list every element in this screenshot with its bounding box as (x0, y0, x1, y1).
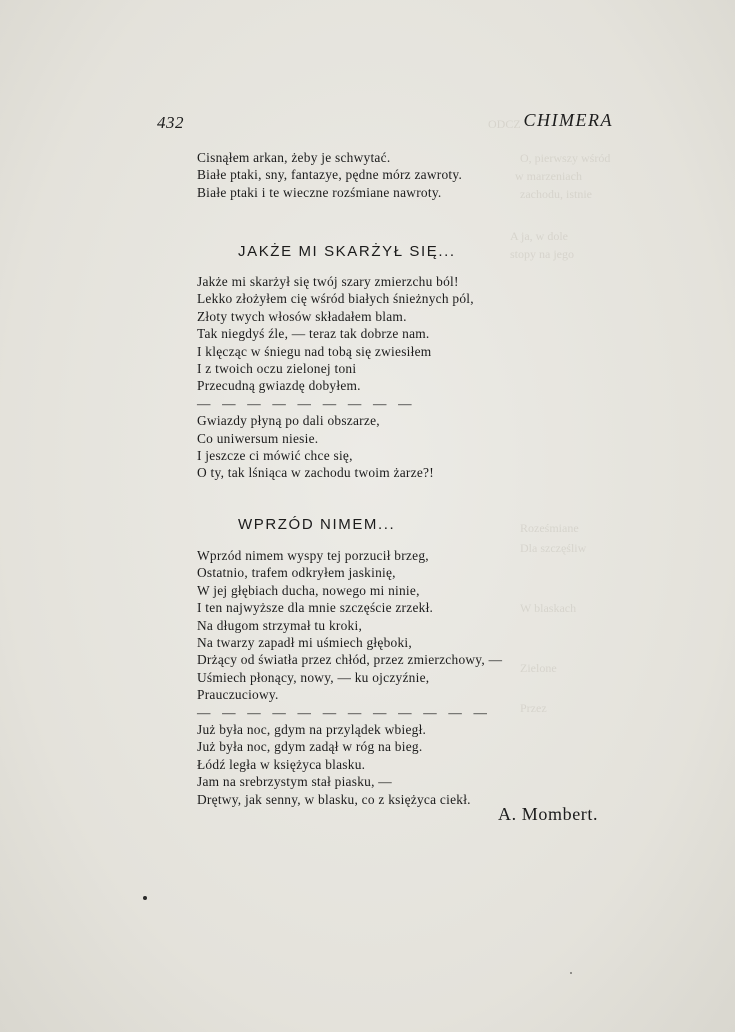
verse-line: Drżący od światła przez chłód, przez zmierzchowy, — (197, 652, 503, 668)
verse-line: Uśmiech płonący, nowy, — ku ojczyźnie, (197, 669, 430, 685)
verse-line: Cisnąłem arkan, żeby je schwytać. (197, 150, 391, 165)
verse-line: Łódź legła w księżyca blasku. (197, 756, 366, 772)
bleed-through-text: stopy na jego (510, 247, 574, 261)
verse-line: Lekko złożyłem cię wśród białych śnieżnych pól, (197, 291, 474, 307)
verse-line: Na twarzy zapadł mi uśmiech głęboki, (197, 635, 412, 651)
verse-line: I ten najwyższe dla mnie szczęście zrzekł. (197, 600, 434, 616)
verse-line: Przecudną gwiazdę dobyłem. (197, 378, 361, 394)
verse-line: Jam na srebrzystym stał piasku, — (197, 774, 392, 790)
bleed-through-text: A ja, w dole (510, 229, 568, 243)
verse-line: Już była noc, gdym zadął w róg na bieg. (197, 739, 423, 755)
verse-line: W jej głębiach ducha, nowego mi ninie, (197, 582, 420, 598)
poem-stanza (197, 547, 617, 808)
opening-stanza (197, 149, 617, 201)
dash-separator: — — — — — — — — — — — — (197, 704, 492, 720)
verse-line: Na długom strzymał tu kroki, (197, 617, 363, 633)
verse-line: I jeszcze ci mówić chce się, (197, 448, 353, 464)
bleed-through-text: Zielone (520, 661, 557, 675)
verse-line: Ostatnio, trafem odkryłem jaskinię, (197, 565, 396, 581)
verse-line: Co uniwersum niesie. (197, 430, 319, 446)
bleed-through-text: W blaskach (520, 601, 577, 615)
verse-line: Gwiazdy płyną po dali obszarze, (197, 413, 380, 429)
ink-speck (570, 972, 572, 974)
bleed-through-text: O, pierwszy wśród (520, 151, 611, 165)
poem-title: JAKŻE MI SKARŻYŁ SIĘ... (238, 243, 456, 260)
bleed-through-text: ODCZ (440, 117, 521, 131)
verse-line: Białe ptaki, sny, fantazye, pędne mórz zawroty. (197, 167, 463, 183)
bleed-through-text: w marzeniach (515, 169, 582, 183)
poem-title: WPRZÓD NIMEM... (238, 516, 396, 533)
verse-line: I z twoich oczu zielonej toni (197, 361, 357, 377)
bleed-through-text: Przez (520, 701, 547, 715)
poem-stanza (197, 273, 617, 482)
verse-line: Jakże mi skarżył się twój szary zmierzchu ból! (197, 274, 459, 289)
verse-line: Już była noc, gdym na przylądek wbiegł. (197, 722, 427, 738)
verse-line: Tak niegdyś źle, — teraz tak dobrze nam. (197, 326, 430, 342)
verse-line: Białe ptaki i te wieczne rozśmiane nawroty. (197, 184, 442, 200)
verse-line: Drętwy, jak senny, w blasku, co z księżyca ciekł. (197, 791, 471, 807)
running-head: CHIMERA (523, 110, 613, 130)
dash-separator: — — — — — — — — — (197, 395, 416, 411)
author-signature: A. Mombert. (498, 804, 599, 824)
bleed-through-text: Roześmiane (520, 521, 579, 535)
ink-speck (143, 896, 147, 900)
verse-line: I klęcząc w śniegu nad tobą się zwiesiłem (197, 343, 432, 359)
bleed-through-text: Dla szczęśliw (520, 541, 587, 555)
verse-line: Złoty twych włosów składałem blam. (197, 308, 407, 324)
verse-line: O ty, tak lśniąca w zachodu twoim żarze?! (197, 465, 434, 481)
verse-line: Prauczuciowy. (197, 687, 279, 703)
bleed-through-text: zachodu, istnie (520, 187, 592, 201)
page-number: 432 (157, 113, 184, 132)
verse-line: Wprzód nimem wyspy tej porzucił brzeg, (197, 548, 429, 563)
